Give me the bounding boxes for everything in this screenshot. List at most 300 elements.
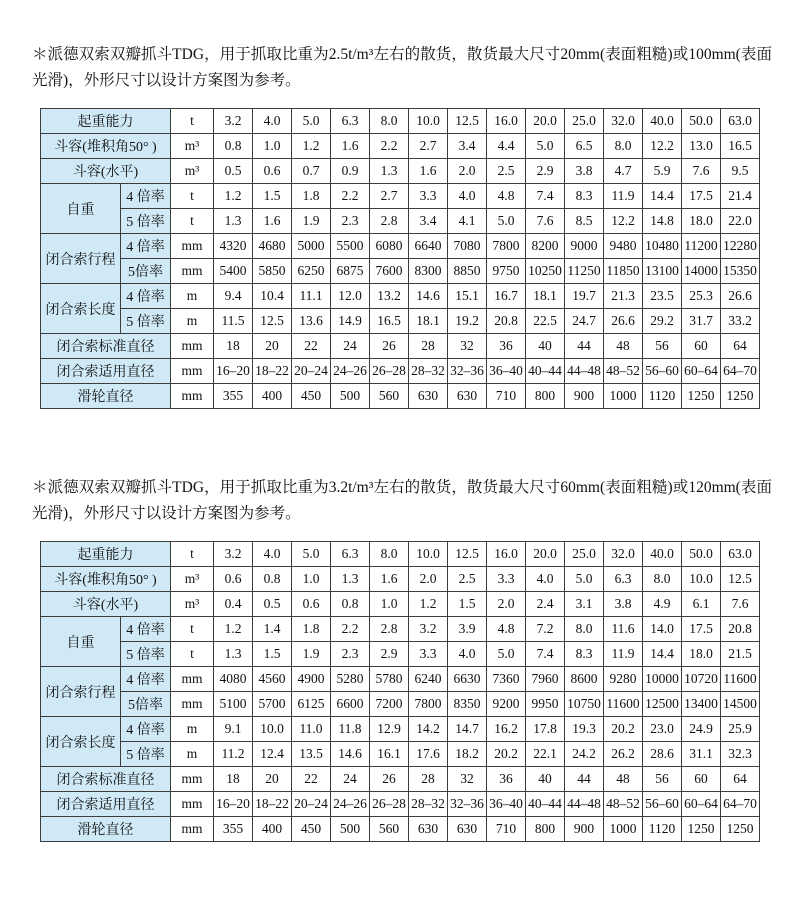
- table-row: [41, 642, 760, 667]
- row-unit: t: [171, 109, 214, 134]
- row-label: 闭合索适用直径: [41, 792, 171, 817]
- cell-value: 18.1: [526, 284, 565, 309]
- cell-value: 22.0: [721, 209, 760, 234]
- table-row: [41, 334, 760, 359]
- cell-value: 1000: [604, 817, 643, 842]
- cell-value: 5.0: [565, 567, 604, 592]
- cell-value: 24.7: [565, 309, 604, 334]
- cell-value: 6.3: [604, 567, 643, 592]
- table-row: [41, 692, 760, 717]
- table-row: [41, 159, 760, 184]
- cell-value: 18.0: [682, 209, 721, 234]
- cell-value: 48: [604, 767, 643, 792]
- row-label: 斗容(堆积角50° ): [41, 567, 171, 592]
- cell-value: 24.9: [682, 717, 721, 742]
- cell-value: 14.8: [643, 209, 682, 234]
- cell-value: 3.2: [409, 617, 448, 642]
- cell-value: 36: [487, 767, 526, 792]
- spec-table-tdg-2.5: [40, 108, 760, 409]
- row-sublabel: 5倍率: [121, 259, 171, 284]
- cell-value: 2.0: [409, 567, 448, 592]
- cell-value: 18.2: [448, 742, 487, 767]
- cell-value: 800: [526, 384, 565, 409]
- cell-value: 3.8: [565, 159, 604, 184]
- row-unit: mm: [171, 692, 214, 717]
- row-sublabel: 4 倍率: [121, 717, 171, 742]
- cell-value: 0.4: [214, 592, 253, 617]
- cell-value: 18.0: [682, 642, 721, 667]
- cell-value: 10.0: [253, 717, 292, 742]
- cell-value: 2.8: [370, 209, 409, 234]
- cell-value: 17.8: [526, 717, 565, 742]
- cell-value: 56–60: [643, 359, 682, 384]
- table-row: [41, 284, 760, 309]
- table-row: [41, 767, 760, 792]
- cell-value: 1.3: [214, 209, 253, 234]
- cell-value: 7600: [370, 259, 409, 284]
- cell-value: 8600: [565, 667, 604, 692]
- cell-value: 2.7: [409, 134, 448, 159]
- cell-value: 0.8: [214, 134, 253, 159]
- cell-value: 450: [292, 384, 331, 409]
- cell-value: 800: [526, 817, 565, 842]
- cell-value: 9000: [565, 234, 604, 259]
- cell-value: 32.0: [604, 542, 643, 567]
- cell-value: 13.6: [292, 309, 331, 334]
- cell-value: 18: [214, 334, 253, 359]
- cell-value: 4.8: [487, 617, 526, 642]
- cell-value: 64–70: [721, 792, 760, 817]
- cell-value: 13400: [682, 692, 721, 717]
- row-label: 斗容(堆积角50° ): [41, 134, 171, 159]
- row-unit: m³: [171, 159, 214, 184]
- cell-value: 20.0: [526, 109, 565, 134]
- cell-value: 12.5: [253, 309, 292, 334]
- row-label: 滑轮直径: [41, 817, 171, 842]
- cell-value: 4560: [253, 667, 292, 692]
- cell-value: 355: [214, 384, 253, 409]
- table-row: [41, 234, 760, 259]
- cell-value: 7080: [448, 234, 487, 259]
- table-row: [41, 109, 760, 134]
- row-label: 滑轮直径: [41, 384, 171, 409]
- cell-value: 11.0: [292, 717, 331, 742]
- cell-value: 560: [370, 384, 409, 409]
- cell-value: 3.2: [214, 542, 253, 567]
- row-label: 起重能力: [41, 109, 171, 134]
- cell-value: 24–26: [331, 792, 370, 817]
- cell-value: 8.5: [565, 209, 604, 234]
- cell-value: 20.0: [526, 542, 565, 567]
- cell-value: 63.0: [721, 109, 760, 134]
- cell-value: 13.2: [370, 284, 409, 309]
- cell-value: 355: [214, 817, 253, 842]
- cell-value: 20–24: [292, 792, 331, 817]
- cell-value: 12500: [643, 692, 682, 717]
- row-sublabel: 4 倍率: [121, 184, 171, 209]
- row-unit: m³: [171, 567, 214, 592]
- row-unit: m: [171, 717, 214, 742]
- cell-value: 13.0: [682, 134, 721, 159]
- cell-value: 4080: [214, 667, 253, 692]
- cell-value: 12.5: [448, 109, 487, 134]
- spec-table-body: [41, 542, 760, 842]
- cell-value: 6600: [331, 692, 370, 717]
- cell-value: 28: [409, 334, 448, 359]
- cell-value: 3.3: [409, 642, 448, 667]
- cell-value: 28.6: [643, 742, 682, 767]
- cell-value: 0.7: [292, 159, 331, 184]
- cell-value: 22.5: [526, 309, 565, 334]
- cell-value: 3.8: [604, 592, 643, 617]
- cell-value: 20.2: [604, 717, 643, 742]
- cell-value: 9.1: [214, 717, 253, 742]
- cell-value: 7360: [487, 667, 526, 692]
- cell-value: 21.3: [604, 284, 643, 309]
- row-unit: t: [171, 642, 214, 667]
- row-label: 斗容(水平): [41, 159, 171, 184]
- cell-value: 24: [331, 334, 370, 359]
- cell-value: 400: [253, 384, 292, 409]
- row-label: 自重: [41, 617, 121, 667]
- cell-value: 8.3: [565, 642, 604, 667]
- table-row: [41, 542, 760, 567]
- cell-value: 1.2: [409, 592, 448, 617]
- cell-value: 4.0: [253, 109, 292, 134]
- spec-table-body: [41, 109, 760, 409]
- cell-value: 3.4: [448, 134, 487, 159]
- cell-value: 20.8: [487, 309, 526, 334]
- cell-value: 23.5: [643, 284, 682, 309]
- cell-value: 20.8: [721, 617, 760, 642]
- cell-value: 5.0: [487, 642, 526, 667]
- cell-value: 14000: [682, 259, 721, 284]
- cell-value: 2.8: [370, 617, 409, 642]
- cell-value: 40–44: [526, 359, 565, 384]
- cell-value: 56: [643, 334, 682, 359]
- cell-value: 10250: [526, 259, 565, 284]
- cell-value: 1.4: [253, 617, 292, 642]
- cell-value: 11850: [604, 259, 643, 284]
- cell-value: 36: [487, 334, 526, 359]
- table-row: [41, 134, 760, 159]
- cell-value: 12.5: [448, 542, 487, 567]
- cell-value: 6240: [409, 667, 448, 692]
- cell-value: 19.2: [448, 309, 487, 334]
- cell-value: 18–22: [253, 359, 292, 384]
- cell-value: 10720: [682, 667, 721, 692]
- row-unit: mm: [171, 792, 214, 817]
- table-row: [41, 359, 760, 384]
- cell-value: 20–24: [292, 359, 331, 384]
- cell-value: 1.3: [214, 642, 253, 667]
- cell-value: 3.4: [409, 209, 448, 234]
- cell-value: 10.0: [409, 109, 448, 134]
- row-label: 自重: [41, 184, 121, 234]
- cell-value: 2.2: [370, 134, 409, 159]
- cell-value: 900: [565, 817, 604, 842]
- cell-value: 2.2: [331, 617, 370, 642]
- cell-value: 1.2: [292, 134, 331, 159]
- cell-value: 3.9: [448, 617, 487, 642]
- cell-value: 26.2: [604, 742, 643, 767]
- cell-value: 12.4: [253, 742, 292, 767]
- cell-value: 11600: [721, 667, 760, 692]
- cell-value: 4900: [292, 667, 331, 692]
- cell-value: 14.0: [643, 617, 682, 642]
- spec-table-tdg-3.2: [40, 541, 760, 842]
- table-row: [41, 184, 760, 209]
- table-row: [41, 592, 760, 617]
- cell-value: 29.2: [643, 309, 682, 334]
- cell-value: 1.0: [292, 567, 331, 592]
- row-sublabel: 5 倍率: [121, 742, 171, 767]
- cell-value: 16–20: [214, 359, 253, 384]
- row-sublabel: 5 倍率: [121, 209, 171, 234]
- cell-value: 11.6: [604, 617, 643, 642]
- cell-value: 22.1: [526, 742, 565, 767]
- cell-value: 4.0: [448, 184, 487, 209]
- cell-value: 3.2: [214, 109, 253, 134]
- intro-paragraph-tdg-2.5: ＊派德双索双瓣抓斗TDG，用于抓取比重为2.5t/m³左右的散货，散货最大尺寸20mm(表面粗糙)或100mm(表面光滑)，外形尺寸以设计方案图为参考。: [32, 46, 772, 89]
- cell-value: 3.3: [487, 567, 526, 592]
- table-row: [41, 667, 760, 692]
- cell-value: 1.8: [292, 617, 331, 642]
- cell-value: 10750: [565, 692, 604, 717]
- cell-value: 60: [682, 334, 721, 359]
- cell-value: 2.2: [331, 184, 370, 209]
- row-sublabel: 4 倍率: [121, 617, 171, 642]
- cell-value: 9200: [487, 692, 526, 717]
- row-unit: t: [171, 184, 214, 209]
- cell-value: 26.6: [721, 284, 760, 309]
- cell-value: 26: [370, 767, 409, 792]
- cell-value: 32: [448, 767, 487, 792]
- cell-value: 1250: [721, 817, 760, 842]
- row-unit: mm: [171, 334, 214, 359]
- cell-value: 2.0: [487, 592, 526, 617]
- cell-value: 8.3: [565, 184, 604, 209]
- cell-value: 4.7: [604, 159, 643, 184]
- cell-value: 5850: [253, 259, 292, 284]
- cell-value: 8.0: [565, 617, 604, 642]
- cell-value: 2.5: [487, 159, 526, 184]
- cell-value: 26–28: [370, 792, 409, 817]
- cell-value: 1.2: [214, 617, 253, 642]
- cell-value: 44: [565, 334, 604, 359]
- cell-value: 25.0: [565, 109, 604, 134]
- cell-value: 63.0: [721, 542, 760, 567]
- cell-value: 5000: [292, 234, 331, 259]
- cell-value: 5.0: [487, 209, 526, 234]
- cell-value: 11.5: [214, 309, 253, 334]
- cell-value: 16.5: [370, 309, 409, 334]
- row-label: 闭合索标准直径: [41, 767, 171, 792]
- cell-value: 50.0: [682, 542, 721, 567]
- cell-value: 44: [565, 767, 604, 792]
- cell-value: 22: [292, 334, 331, 359]
- row-label: 闭合索适用直径: [41, 359, 171, 384]
- cell-value: 1.6: [253, 209, 292, 234]
- cell-value: 4.0: [253, 542, 292, 567]
- cell-value: 50.0: [682, 109, 721, 134]
- row-unit: mm: [171, 234, 214, 259]
- cell-value: 6875: [331, 259, 370, 284]
- cell-value: 7200: [370, 692, 409, 717]
- cell-value: 44–48: [565, 792, 604, 817]
- cell-value: 1.6: [409, 159, 448, 184]
- cell-value: 9280: [604, 667, 643, 692]
- row-sublabel: 4 倍率: [121, 234, 171, 259]
- cell-value: 1.2: [214, 184, 253, 209]
- cell-value: 11.9: [604, 184, 643, 209]
- cell-value: 2.0: [448, 159, 487, 184]
- cell-value: 7.6: [721, 592, 760, 617]
- row-unit: t: [171, 209, 214, 234]
- cell-value: 12.2: [604, 209, 643, 234]
- cell-value: 8850: [448, 259, 487, 284]
- cell-value: 23.0: [643, 717, 682, 742]
- cell-value: 2.9: [526, 159, 565, 184]
- cell-value: 15350: [721, 259, 760, 284]
- row-unit: m: [171, 284, 214, 309]
- cell-value: 18.1: [409, 309, 448, 334]
- cell-value: 3.3: [409, 184, 448, 209]
- cell-value: 1.5: [253, 642, 292, 667]
- cell-value: 1.0: [370, 592, 409, 617]
- cell-value: 2.5: [448, 567, 487, 592]
- row-sublabel: 5 倍率: [121, 309, 171, 334]
- cell-value: 32: [448, 334, 487, 359]
- cell-value: 4320: [214, 234, 253, 259]
- cell-value: 14.6: [331, 742, 370, 767]
- cell-value: 5.0: [526, 134, 565, 159]
- table-row: [41, 742, 760, 767]
- cell-value: 10.0: [682, 567, 721, 592]
- cell-value: 19.3: [565, 717, 604, 742]
- cell-value: 1.8: [292, 184, 331, 209]
- cell-value: 16.1: [370, 742, 409, 767]
- cell-value: 32.3: [721, 742, 760, 767]
- cell-value: 1.0: [253, 134, 292, 159]
- cell-value: 4680: [253, 234, 292, 259]
- cell-value: 21.5: [721, 642, 760, 667]
- cell-value: 11.9: [604, 642, 643, 667]
- cell-value: 10000: [643, 667, 682, 692]
- row-unit: m: [171, 309, 214, 334]
- cell-value: 10480: [643, 234, 682, 259]
- cell-value: 60: [682, 767, 721, 792]
- cell-value: 11.1: [292, 284, 331, 309]
- cell-value: 6630: [448, 667, 487, 692]
- cell-value: 36–40: [487, 359, 526, 384]
- cell-value: 8300: [409, 259, 448, 284]
- row-unit: mm: [171, 767, 214, 792]
- row-sublabel: 5 倍率: [121, 642, 171, 667]
- cell-value: 7800: [487, 234, 526, 259]
- cell-value: 16.5: [721, 134, 760, 159]
- cell-value: 7960: [526, 667, 565, 692]
- cell-value: 24–26: [331, 359, 370, 384]
- row-unit: mm: [171, 384, 214, 409]
- row-unit: mm: [171, 817, 214, 842]
- cell-value: 2.3: [331, 642, 370, 667]
- cell-value: 5.0: [292, 542, 331, 567]
- cell-value: 1.5: [253, 184, 292, 209]
- cell-value: 48–52: [604, 792, 643, 817]
- cell-value: 33.2: [721, 309, 760, 334]
- cell-value: 26–28: [370, 359, 409, 384]
- row-unit: m³: [171, 134, 214, 159]
- cell-value: 32–36: [448, 792, 487, 817]
- row-unit: t: [171, 617, 214, 642]
- cell-value: 64: [721, 334, 760, 359]
- cell-value: 28–32: [409, 792, 448, 817]
- cell-value: 24: [331, 767, 370, 792]
- row-label: 闭合索长度: [41, 284, 121, 334]
- cell-value: 25.0: [565, 542, 604, 567]
- cell-value: 630: [409, 384, 448, 409]
- row-sublabel: 4 倍率: [121, 284, 171, 309]
- cell-value: 9.5: [721, 159, 760, 184]
- cell-value: 26.6: [604, 309, 643, 334]
- row-label: 斗容(水平): [41, 592, 171, 617]
- cell-value: 2.3: [331, 209, 370, 234]
- cell-value: 17.5: [682, 617, 721, 642]
- cell-value: 13100: [643, 259, 682, 284]
- cell-value: 560: [370, 817, 409, 842]
- cell-value: 0.9: [331, 159, 370, 184]
- cell-value: 36–40: [487, 792, 526, 817]
- cell-value: 14.7: [448, 717, 487, 742]
- cell-value: 56: [643, 767, 682, 792]
- cell-value: 15.1: [448, 284, 487, 309]
- cell-value: 450: [292, 817, 331, 842]
- cell-value: 31.1: [682, 742, 721, 767]
- row-unit: mm: [171, 259, 214, 284]
- cell-value: 0.8: [331, 592, 370, 617]
- cell-value: 630: [448, 384, 487, 409]
- cell-value: 0.5: [253, 592, 292, 617]
- cell-value: 5780: [370, 667, 409, 692]
- cell-value: 40: [526, 767, 565, 792]
- cell-value: 8200: [526, 234, 565, 259]
- cell-value: 12.2: [643, 134, 682, 159]
- cell-value: 22: [292, 767, 331, 792]
- cell-value: 16.7: [487, 284, 526, 309]
- cell-value: 20: [253, 334, 292, 359]
- cell-value: 6125: [292, 692, 331, 717]
- cell-value: 1.3: [331, 567, 370, 592]
- row-label: 闭合索长度: [41, 717, 121, 767]
- cell-value: 24.2: [565, 742, 604, 767]
- cell-value: 4.4: [487, 134, 526, 159]
- cell-value: 28: [409, 767, 448, 792]
- row-sublabel: 4 倍率: [121, 667, 171, 692]
- cell-value: 5400: [214, 259, 253, 284]
- cell-value: 8.0: [604, 134, 643, 159]
- table-row: [41, 817, 760, 842]
- table-row: [41, 617, 760, 642]
- cell-value: 40.0: [643, 109, 682, 134]
- row-unit: t: [171, 542, 214, 567]
- cell-value: 0.8: [253, 567, 292, 592]
- cell-value: 5700: [253, 692, 292, 717]
- cell-value: 44–48: [565, 359, 604, 384]
- row-unit: mm: [171, 359, 214, 384]
- cell-value: 25.9: [721, 717, 760, 742]
- cell-value: 20: [253, 767, 292, 792]
